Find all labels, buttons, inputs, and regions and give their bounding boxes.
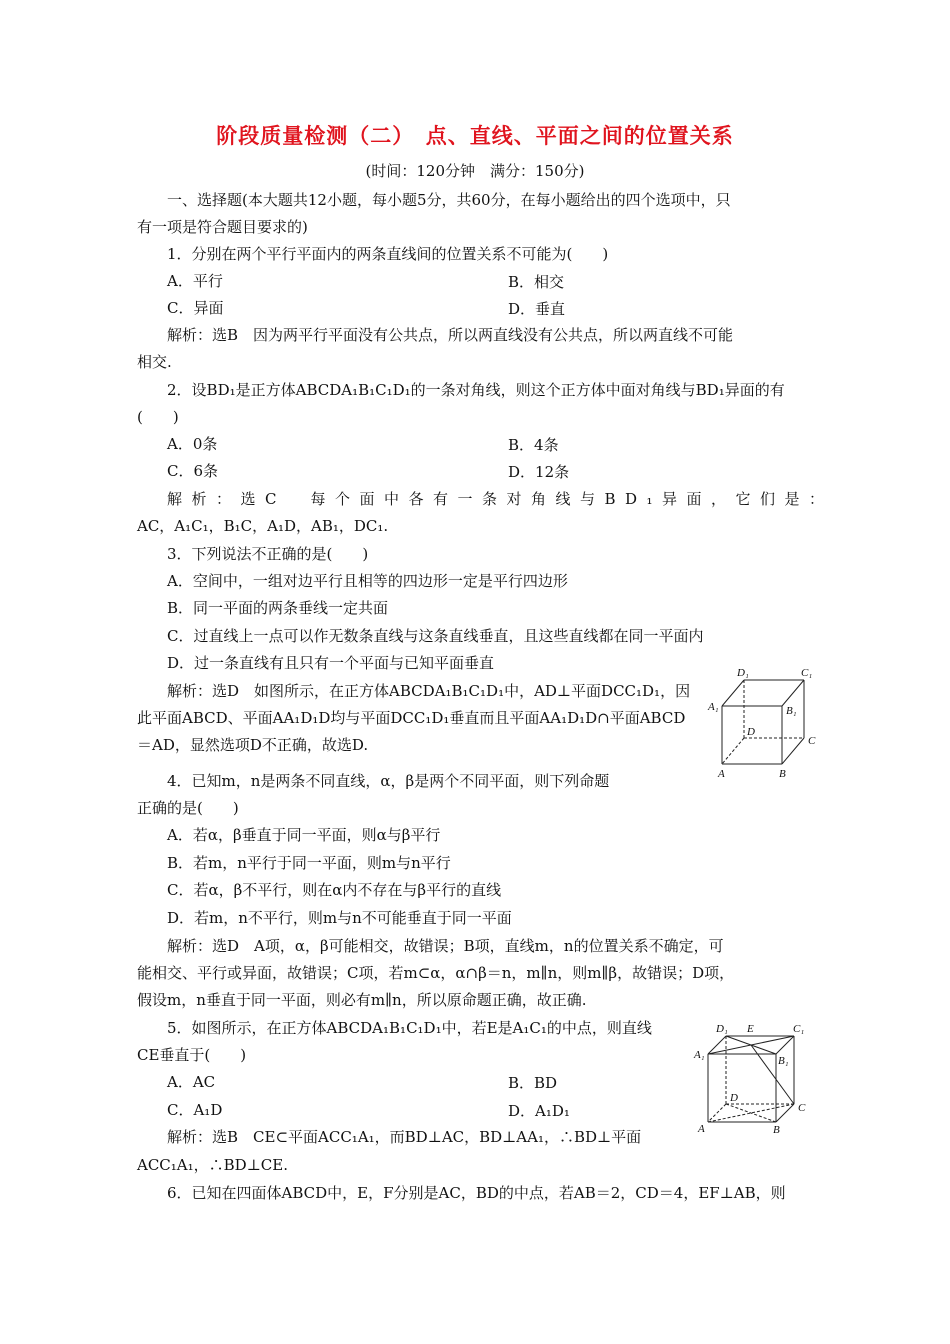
q5-solution: 解析：选B CE⊂平面ACC₁A₁，而BD⊥AC，BD⊥AA₁，∴BD⊥平面: [167, 1128, 642, 1146]
label-d1: D₁: [716, 1023, 728, 1035]
label-b: B: [779, 768, 786, 780]
section-heading-cont: 有一项是符合题目要求的): [137, 218, 308, 236]
q2-solution: 解析：选C 每个面中各有一条对角线与BD₁异面，它们是：: [167, 490, 834, 508]
q4-solution: 解析：选D A项，α，β可能相交，故错误；B项，直线m，n的位置关系不确定，可: [167, 937, 724, 955]
cube-figure-2: [690, 1020, 815, 1138]
label-a1: A₁: [694, 1049, 705, 1061]
q4-solution-cont2: 假设m，n垂直于同一平面，则必有m∥n，所以原命题正确，故正确.: [137, 991, 587, 1009]
q3-solution: 解析：选D 如图所示，在正方体ABCDA₁B₁C₁D₁中，AD⊥平面DCC₁D₁，因: [167, 682, 691, 700]
q4-solution-cont1: 能相交、平行或异面，故错误；C项，若m⊂α，α∩β＝n，m∥n，则m∥β，故错误；D项，: [137, 964, 735, 982]
q6-stem: 6．已知在四面体ABCD中，E，F分别是AC，BD的中点，若AB＝2，CD＝4，EF⊥AB，则: [167, 1184, 786, 1202]
q2-stem-cont: ( ): [137, 408, 179, 426]
q2-stem: 2．设BD₁是正方体ABCDA₁B₁C₁D₁的一条对角线，则这个正方体中面对角线与BD₁异面的有: [167, 381, 785, 399]
label-d1: D₁: [737, 667, 749, 679]
q2-solution-cont: AC，A₁C₁，B₁C，A₁D，AB₁，DC₁.: [137, 517, 389, 535]
page-subtitle: (时间：120分钟 满分：150分): [365, 162, 585, 180]
q3-option-b: B．同一平面的两条垂线一定共面: [167, 599, 389, 617]
q4-option-b: B．若m，n平行于同一平面，则m与n平行: [167, 854, 451, 872]
label-a: A: [718, 768, 725, 780]
q5-option-b: B．BD: [508, 1074, 558, 1092]
q4-option-d: D．若m，n不平行，则m与n不可能垂直于同一平面: [167, 909, 512, 927]
q1-option-c: C．异面: [167, 299, 224, 317]
label-c: C: [808, 735, 816, 747]
label-c: C: [798, 1102, 806, 1114]
label-a: A: [698, 1123, 705, 1135]
q1-stem: 1．分别在两个平行平面内的两条直线间的位置关系不可能为( ): [167, 245, 609, 263]
q4-option-c: C．若α，β不平行，则在α内不存在与β平行的直线: [167, 881, 502, 899]
q4-option-a: A．若α，β垂直于同一平面，则α与β平行: [167, 826, 441, 844]
q4-stem: 4．已知m，n是两条不同直线，α，β是两个不同平面，则下列命题: [167, 772, 610, 790]
label-d: D: [747, 726, 755, 738]
edge-d1a1: [722, 680, 744, 706]
q1-solution-cont: 相交.: [137, 353, 172, 371]
q3-stem: 3．下列说法不正确的是( ): [167, 545, 369, 563]
q5-option-d: D．A₁D₁: [508, 1102, 570, 1120]
q2-option-c: C．6条: [167, 462, 219, 480]
q5-stem: 5．如图所示，在正方体ABCDA₁B₁C₁D₁中，若E是A₁C₁的中点，则直线: [167, 1019, 652, 1037]
label-b: B: [773, 1124, 780, 1136]
label-d: D: [730, 1092, 738, 1104]
q3-option-c: C．过直线上一点可以作无数条直线与这条直线垂直，且这些直线都在同一平面内: [167, 627, 704, 645]
q2-option-a: A．0条: [167, 435, 218, 453]
q4-stem-cont: 正确的是( ): [137, 799, 239, 817]
label-b1: B₁: [786, 705, 797, 717]
q1-option-b: B．相交: [508, 273, 565, 291]
q5-stem-cont: CE垂直于( ): [137, 1046, 247, 1064]
label-a1: A₁: [708, 701, 719, 713]
q3-solution-cont1: 此平面ABCD、平面AA₁D₁D均与平面DCC₁D₁垂直而且平面AA₁D₁D∩平面ABCD: [137, 709, 686, 727]
label-c1: C₁: [801, 667, 813, 679]
q2-option-b: B．4条: [508, 436, 559, 454]
label-b1: B₁: [778, 1055, 789, 1067]
q3-solution-cont2: ＝AD，显然选项D不正确，故选D.: [137, 736, 369, 754]
section-heading: 一、选择题(本大题共12小题，每小题5分，共60分，在每小题给出的四个选项中，只: [167, 191, 731, 209]
q3-option-a: A．空间中，一组对边平行且相等的四边形一定是平行四边形: [167, 572, 568, 590]
edge-ad-hidden: [722, 738, 744, 764]
label-e: E: [747, 1023, 754, 1035]
label-c1: C₁: [793, 1023, 805, 1035]
q5-option-c: C．A₁D: [167, 1101, 223, 1119]
q5-option-a: A．AC: [167, 1073, 216, 1091]
q5-solution-cont: ACC₁A₁，∴BD⊥CE.: [137, 1156, 288, 1174]
q3-option-d: D．过一条直线有且只有一个平面与已知平面垂直: [167, 654, 495, 672]
page-title: 阶段质量检测（二） 点、直线、平面之间的位置关系: [216, 123, 734, 148]
edge-bc: [782, 738, 804, 764]
cube-figure-1: [705, 664, 830, 784]
q1-option-a: A．平行: [167, 272, 223, 290]
diag-bd-hidden: [726, 1104, 776, 1122]
edge-c1b1: [782, 680, 804, 706]
q1-solution: 解析：选B 因为两平行平面没有公共点，所以两直线没有公共点，所以两直线不可能: [167, 326, 734, 344]
q1-option-d: D．垂直: [508, 300, 566, 318]
q2-option-d: D．12条: [508, 463, 570, 481]
